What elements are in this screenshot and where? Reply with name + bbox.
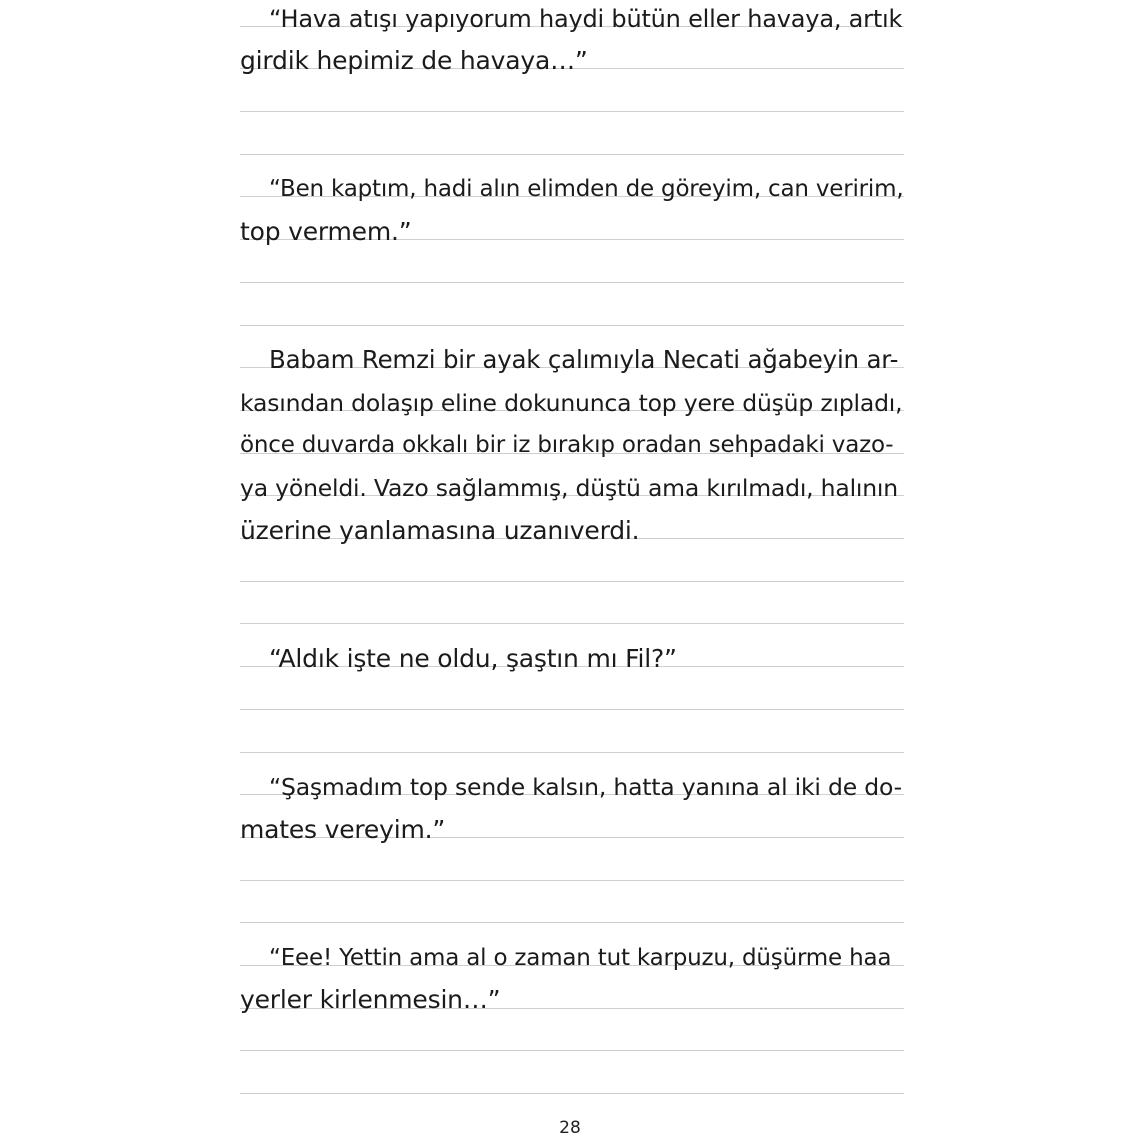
page-number: 28 [559,1118,581,1138]
ruled-line [240,880,904,881]
ruled-line [240,111,904,112]
ruled-line [240,325,904,326]
paragraph-5-line-1: “Şaşmadım top sende kalsın, hatta yanına al iki de do- [269,773,902,801]
ruled-line [240,1093,904,1094]
paragraph-1-line-1: “Hava atışı yapıyorum haydi bütün eller havaya, artık [269,5,903,33]
paragraph-3-line-2: kasından dolaşıp eline dokununca top yere düşüp zıpladı, [240,389,903,417]
paragraph-6-line-2: yerler kirlenmesin…” [240,985,501,1014]
paragraph-5-line-2: mates vereyim.” [240,815,446,844]
ruled-line [240,282,904,283]
ruled-line [240,623,904,624]
ruled-line [240,709,904,710]
ruled-line [240,154,904,155]
paragraph-6-line-1: “Eee! Yettin ama al o zaman tut karpuzu, düşürme haa [269,945,892,971]
paragraph-4-line-1: “Aldık işte ne oldu, şaştın mı Fil?” [269,644,677,673]
paragraph-2-line-2: top vermem.” [240,217,412,246]
paragraph-1-line-2: girdik hepimiz de havaya…” [240,46,588,75]
paragraph-3-line-4: ya yöneldi. Vazo sağlammış, düştü ama kırılmadı, halının [240,474,898,502]
paragraph-3-line-3: önce duvarda okkalı bir iz bırakıp oradan sehpadaki vazo- [240,432,894,458]
paragraph-3-line-5: üzerine yanlamasına uzanıverdi. [240,516,640,545]
paragraph-2-line-1: “Ben kaptım, hadi alın elimden de göreyim, can veririm, [269,176,904,202]
ruled-line [240,752,904,753]
ruled-line [240,922,904,923]
ruled-line [240,581,904,582]
ruled-line [240,1050,904,1051]
paragraph-3-line-1: Babam Remzi bir ayak çalımıyla Necati ağabeyin ar- [269,345,899,374]
